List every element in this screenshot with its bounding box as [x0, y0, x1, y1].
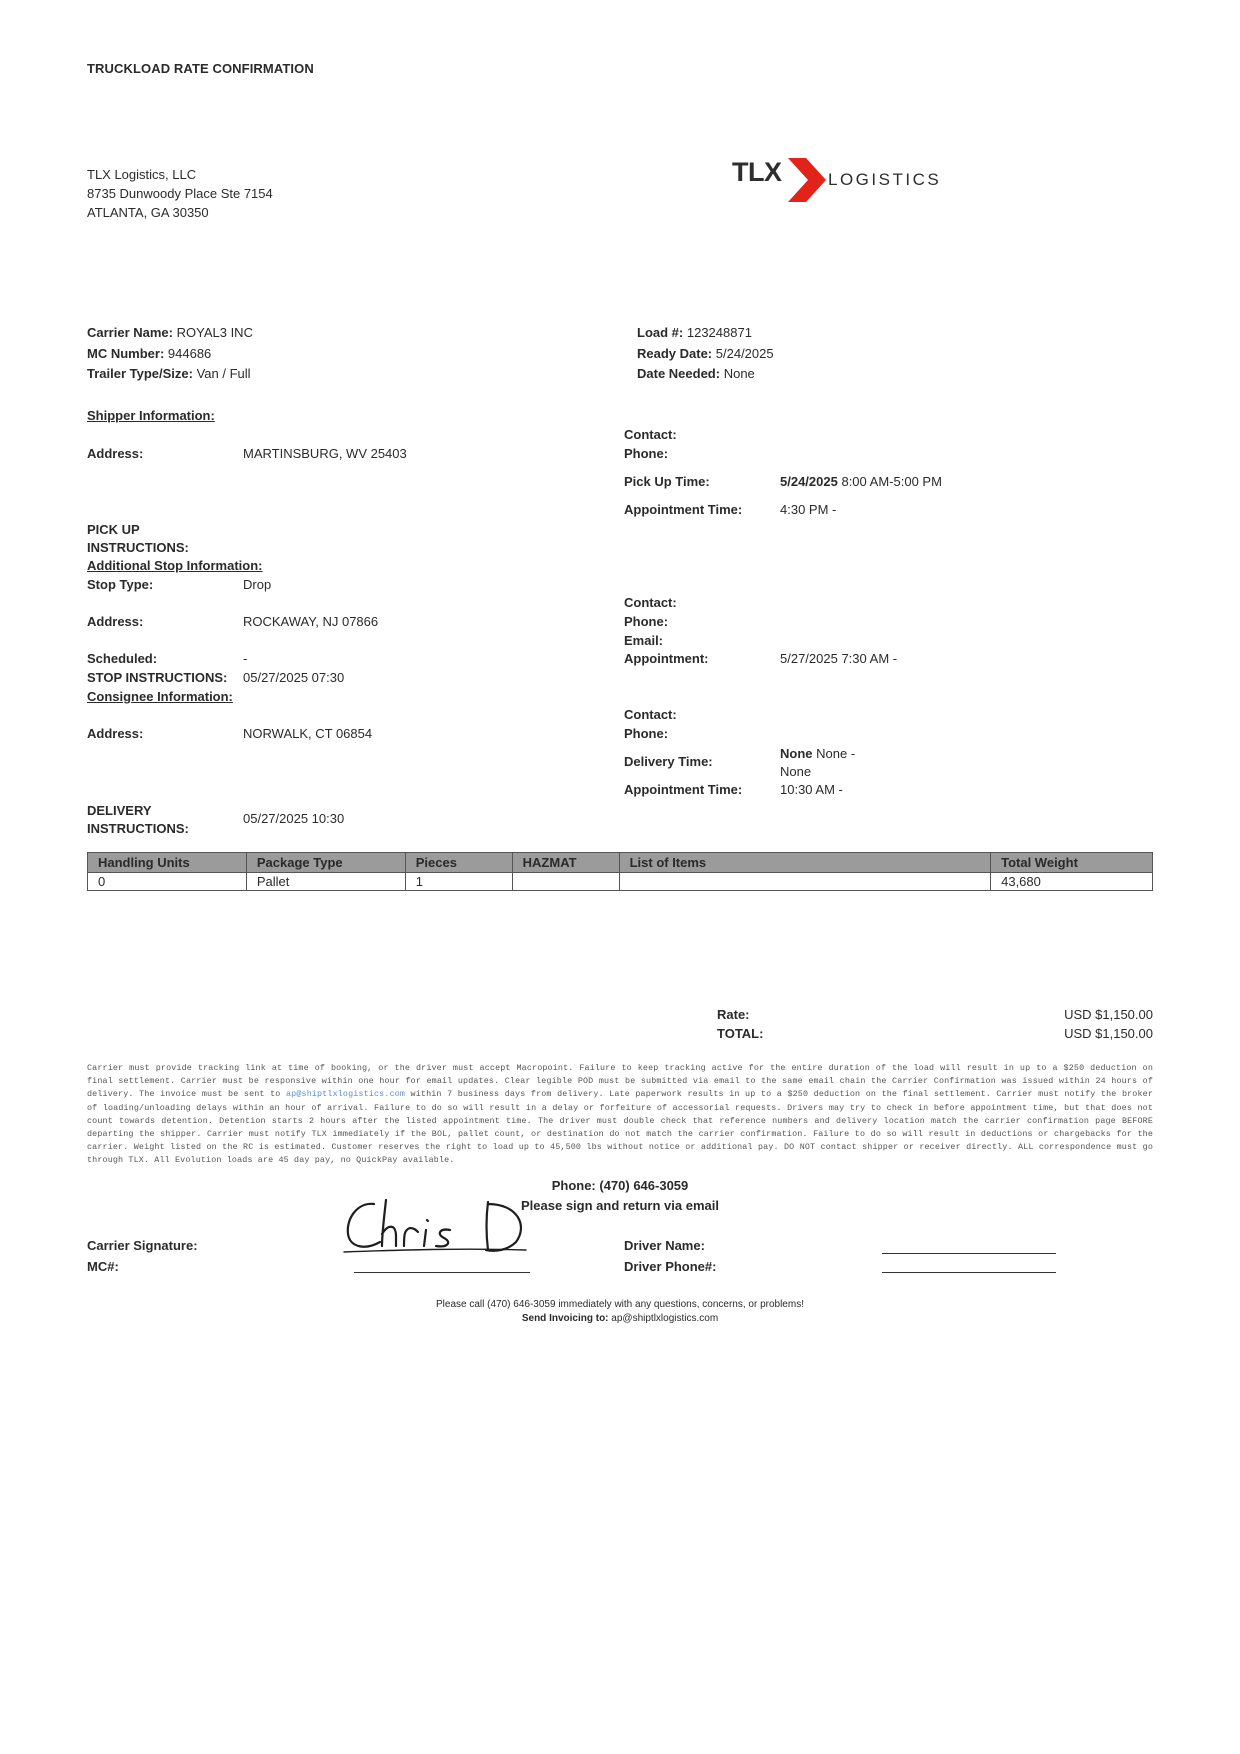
shipper-phone-label: Phone:	[624, 446, 669, 461]
terms-and-conditions	[87, 1062, 1153, 1168]
col-list-of-items: List of Items	[619, 853, 991, 873]
company-address-line1: 8735 Dunwoody Place Ste 7154	[87, 186, 273, 201]
footer-contact-line: Please call (470) 646-3059 immediately with any questions, concerns, or problems!	[436, 1299, 804, 1310]
contact-phone: Phone: (470) 646-3059	[551, 1178, 689, 1193]
footer-invoicing-line	[0, 1312, 1240, 1326]
stop-email-label: Email:	[624, 633, 664, 648]
shipper-address-label: Address:	[87, 446, 144, 461]
trailer-type-value: Van / Full	[196, 366, 251, 381]
company-name: TLX Logistics, LLC	[87, 167, 197, 182]
trailer-type-row	[87, 366, 251, 382]
mc-number-row	[87, 346, 211, 362]
rate-label: Rate:	[717, 1007, 750, 1022]
document-title: TRUCKLOAD RATE CONFIRMATION	[87, 61, 314, 76]
load-number-value: 123248871	[686, 325, 752, 340]
pickup-instructions-label-line1: PICK UP	[87, 522, 140, 537]
delivery-instructions-value: 05/27/2025 10:30	[243, 811, 345, 826]
additional-stop-heading: Additional Stop Information:	[87, 558, 263, 573]
terms-text-part1: Carrier must provide tracking link at time of booking, or the driver must accept Macropoint. Failure to keep tracking active for the entire duration of the load will result in up to a $250 deduction on final settlement. Carrier must be responsive within one hour for email updates. Clear legible POD must be submitted via email to the same email chain the Carrier Confirmation was issued within 24 hours of delivery. The invoice must be sent to	[87, 1063, 1153, 1100]
stop-address-label: Address:	[87, 614, 144, 629]
stop-type-value: Drop	[243, 577, 272, 592]
consignee-appointment-label: Appointment Time:	[624, 782, 743, 797]
cell-package-type: Pallet	[246, 873, 405, 891]
stop-address-value: ROCKAWAY, NJ 07866	[243, 614, 379, 629]
delivery-instructions-label-line1: DELIVERY	[87, 803, 152, 818]
company-address-line2: ATLANTA, GA 30350	[87, 205, 209, 220]
invoicing-label: Send Invoicing to:	[521, 1313, 609, 1324]
pickup-window: 8:00 AM-5:00 PM	[841, 474, 942, 489]
driver-name-label: Driver Name:	[624, 1238, 705, 1253]
col-total-weight: Total Weight	[991, 853, 1153, 873]
delivery-instructions-label-line2: INSTRUCTIONS:	[87, 821, 189, 836]
cell-hazmat	[512, 873, 619, 891]
shipper-address-value: MARTINSBURG, WV 25403	[243, 446, 407, 461]
mc-number-value: 944686	[167, 346, 212, 361]
tlx-logo	[732, 158, 962, 204]
shipper-appointment-label: Appointment Time:	[624, 502, 743, 517]
rate-value: USD $1,150.00	[1064, 1007, 1153, 1022]
terms-text-part2: within 7 business days from delivery. Late paperwork results in up to a $250 deduction on the final settlement. Carrier must notify the broker of loading/unloading delays within an hour of arrival. Failure to do so will result in a delay or forfeiture of accessorial requests. Drivers may try to check in before appointment time, but that does not count towards detention. Detention starts 2 hours after the listed appointment time. The driver must double check that reference numbers and delivery location match the carrier confirmation page BEFORE departing the shipper. Carrier must notify TLX immediately if the BOL, pallet count, or destination do not match the carrier confirmation. Failure to do so will result in deductions or chargebacks for the carrier. Weight listed on the RC is estimated. Customer reserves the right to load up to 45,500 lbs without notice or additional pay. DO NOT contact shipper or receiver directly. ALL correspondence must go through TLX. All Evolution loads are 45 day pay, no QuickPay available.	[87, 1089, 1154, 1166]
mc-signature-line	[354, 1272, 530, 1273]
sign-instruction: Please sign and return via email	[521, 1198, 719, 1213]
date-needed-label: Date Needed:	[637, 366, 721, 381]
stop-scheduled-label: Scheduled:	[87, 651, 158, 666]
trailer-type-label: Trailer Type/Size:	[87, 366, 193, 381]
col-pieces: Pieces	[405, 853, 512, 873]
items-table-header	[88, 853, 1153, 873]
delivery-time-rest: None -	[816, 746, 856, 761]
shipper-heading: Shipper Information:	[87, 408, 215, 423]
pickup-instructions-label-line2: INSTRUCTIONS:	[87, 540, 189, 555]
carrier-name-row	[87, 325, 253, 341]
stop-instructions-value: 05/27/2025 07:30	[243, 670, 345, 685]
logo-mark-text: TLX	[732, 157, 782, 187]
invoice-email-link[interactable]: ap@shiptlxlogistics.com	[285, 1089, 406, 1100]
stop-contact-label: Contact:	[624, 595, 677, 610]
cell-list-of-items	[619, 873, 991, 891]
delivery-time-line2: None	[780, 764, 812, 779]
driver-name-line[interactable]	[882, 1253, 1056, 1254]
stop-appointment-value: 5/27/2025 7:30 AM -	[780, 651, 898, 666]
delivery-time-label: Delivery Time:	[624, 754, 713, 769]
consignee-contact-label: Contact:	[624, 707, 677, 722]
carrier-signature-image	[340, 1196, 540, 1260]
cell-pieces: 1	[405, 873, 512, 891]
consignee-address-value: NORWALK, CT 06854	[243, 726, 373, 741]
table-row	[88, 873, 1153, 891]
stop-instructions-label: STOP INSTRUCTIONS:	[87, 670, 228, 685]
shipper-contact-label: Contact:	[624, 427, 677, 442]
mc-number-label: MC Number:	[87, 346, 165, 361]
date-needed-row	[637, 366, 755, 382]
carrier-signature-label: Carrier Signature:	[87, 1238, 198, 1253]
invoicing-email[interactable]: ap@shiptlxlogistics.com	[611, 1313, 719, 1324]
pickup-time-label: Pick Up Time:	[624, 474, 710, 489]
col-handling-units: Handling Units	[88, 853, 247, 873]
delivery-instructions-label	[87, 802, 189, 838]
cell-handling-units: 0	[88, 873, 247, 891]
consignee-phone-label: Phone:	[624, 726, 669, 741]
date-needed-value: None	[723, 366, 755, 381]
consignee-heading: Consignee Information:	[87, 689, 233, 704]
total-value: USD $1,150.00	[1064, 1026, 1153, 1041]
col-hazmat: HAZMAT	[512, 853, 619, 873]
logo-chevron-icon	[786, 158, 828, 202]
ready-date-value: 5/24/2025	[715, 346, 774, 361]
load-number-row	[637, 325, 752, 341]
stop-phone-label: Phone:	[624, 614, 669, 629]
col-package-type: Package Type	[246, 853, 405, 873]
driver-phone-line[interactable]	[882, 1272, 1056, 1273]
delivery-time-bold: None	[780, 746, 813, 761]
load-number-label: Load #:	[637, 325, 684, 340]
stop-scheduled-value: -	[243, 651, 248, 666]
driver-phone-label: Driver Phone#:	[624, 1259, 717, 1274]
pickup-time-value	[780, 474, 942, 490]
carrier-name-label: Carrier Name:	[87, 325, 173, 340]
pickup-instructions-label	[87, 521, 189, 557]
delivery-time-value	[780, 745, 855, 781]
cell-total-weight: 43,680	[991, 873, 1153, 891]
mc-label: MC#:	[87, 1259, 119, 1274]
stop-type-label: Stop Type:	[87, 577, 154, 592]
consignee-appointment-value: 10:30 AM -	[780, 782, 843, 797]
pickup-date: 5/24/2025	[780, 474, 838, 489]
shipper-appointment-value: 4:30 PM -	[780, 502, 837, 517]
logo-word-text: LOGISTICS	[828, 170, 942, 189]
consignee-address-label: Address:	[87, 726, 144, 741]
company-address-block	[87, 165, 273, 222]
total-label: TOTAL:	[717, 1026, 764, 1041]
ready-date-row	[637, 346, 774, 362]
stop-appointment-label: Appointment:	[624, 651, 709, 666]
items-table	[87, 852, 1153, 891]
carrier-name-value: ROYAL3 INC	[176, 325, 253, 340]
ready-date-label: Ready Date:	[637, 346, 713, 361]
